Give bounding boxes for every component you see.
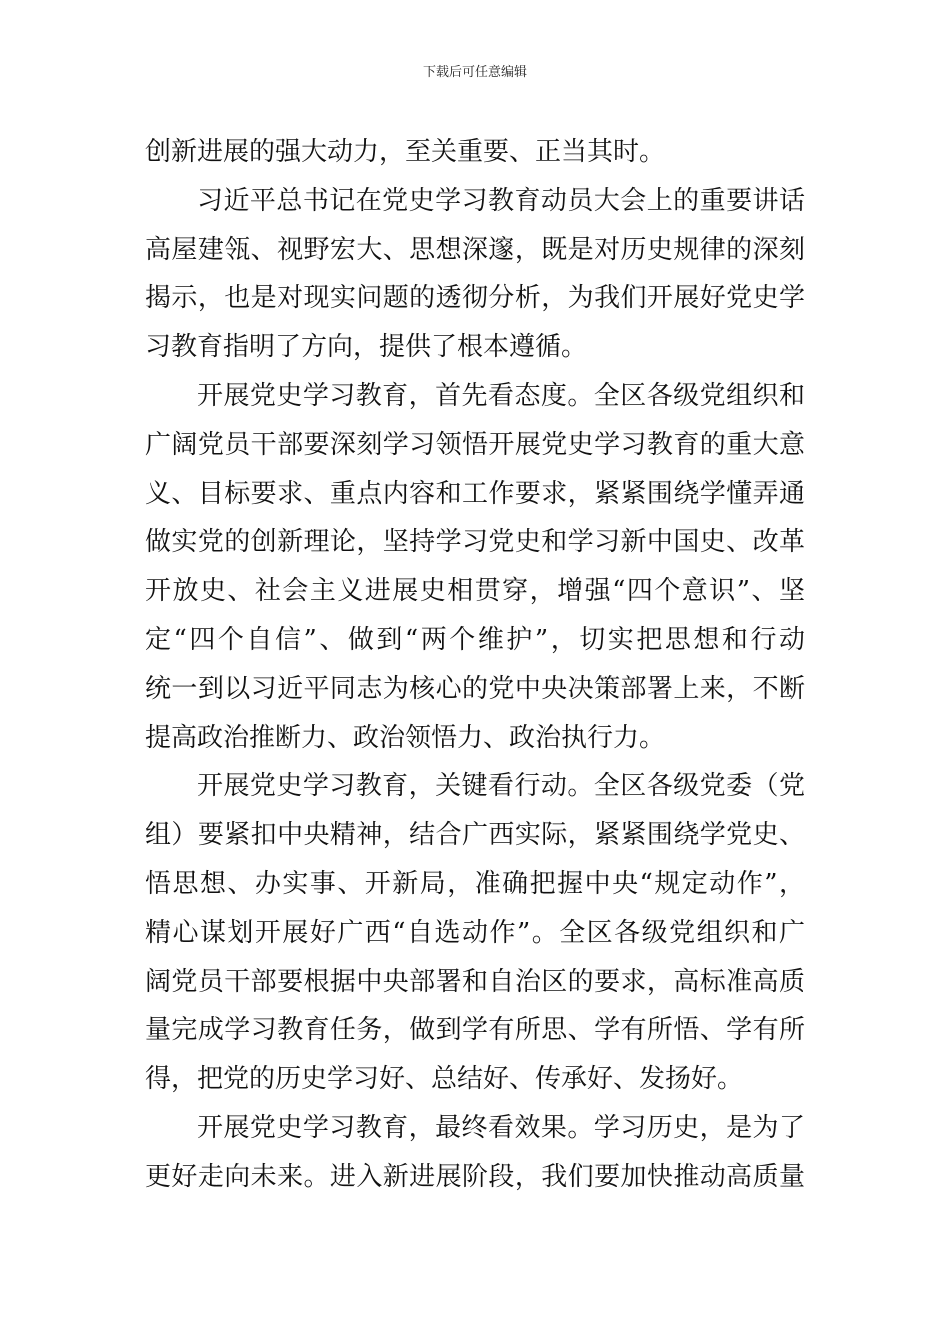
- text-line: 广阔党员干部要深刻学习领悟开展党史学习教育的重大意: [145, 429, 805, 460]
- text-line: 揭示，也是对现实问题的透彻分析，为我们开展好党史学: [145, 283, 805, 314]
- text-line: 得，把党的历史学习好、总结好、传承好、发扬好。: [145, 1064, 744, 1095]
- text-line: 开放史、社会主义进展史相贯穿，增强“四个意识”、坚: [145, 576, 805, 607]
- text-line: 开展党史学习教育，最终看效果。学习历史，是为了: [197, 1112, 805, 1143]
- text-line: 义、目标要求、重点内容和工作要求，紧紧围绕学懂弄通: [145, 478, 805, 509]
- text-line: 组）要紧扣中央精神，结合广西实际，紧紧围绕学党史、: [145, 820, 805, 851]
- text-line: 开展党史学习教育，关键看行动。全区各级党委（党: [197, 771, 805, 802]
- text-line: 定“四个自信”、做到“两个维护”，切实把思想和行动: [145, 624, 805, 655]
- text-line: 阔党员干部要根据中央部署和自治区的要求，高标准高质: [145, 966, 805, 997]
- text-line: 统一到以习近平同志为核心的党中央决策部署上来，不断: [145, 673, 805, 704]
- text-line: 创新进展的强大动力，至关重要、正当其时。: [145, 137, 666, 167]
- text-line: 开展党史学习教育，首先看态度。全区各级党组织和: [197, 380, 805, 411]
- document-body: [145, 128, 805, 1202]
- text-line: 精心谋划开展好广西“自选动作”。全区各级党组织和广: [145, 917, 805, 948]
- page-header-note: 下载后可任意编辑: [422, 65, 527, 80]
- text-line: 悟思想、办实事、开新局，准确把握中央“规定动作”，: [145, 868, 805, 899]
- text-line: 习教育指明了方向，提供了根本遵循。: [145, 332, 588, 363]
- text-line: 做实党的创新理论，坚持学习党史和学习新中国史、改革: [145, 527, 805, 558]
- text-line: 提高政治推断力、政治领悟力、政治执行力。: [145, 722, 666, 753]
- text-line: 高屋建瓴、视野宏大、思想深邃，既是对历史规律的深刻: [145, 234, 805, 265]
- text-line: 量完成学习教育任务，做到学有所思、学有所悟、学有所: [145, 1015, 805, 1046]
- text-line: 更好走向未来。进入新进展阶段，我们要加快推动高质量: [145, 1161, 805, 1192]
- text-line: 习近平总书记在党史学习教育动员大会上的重要讲话: [197, 185, 805, 216]
